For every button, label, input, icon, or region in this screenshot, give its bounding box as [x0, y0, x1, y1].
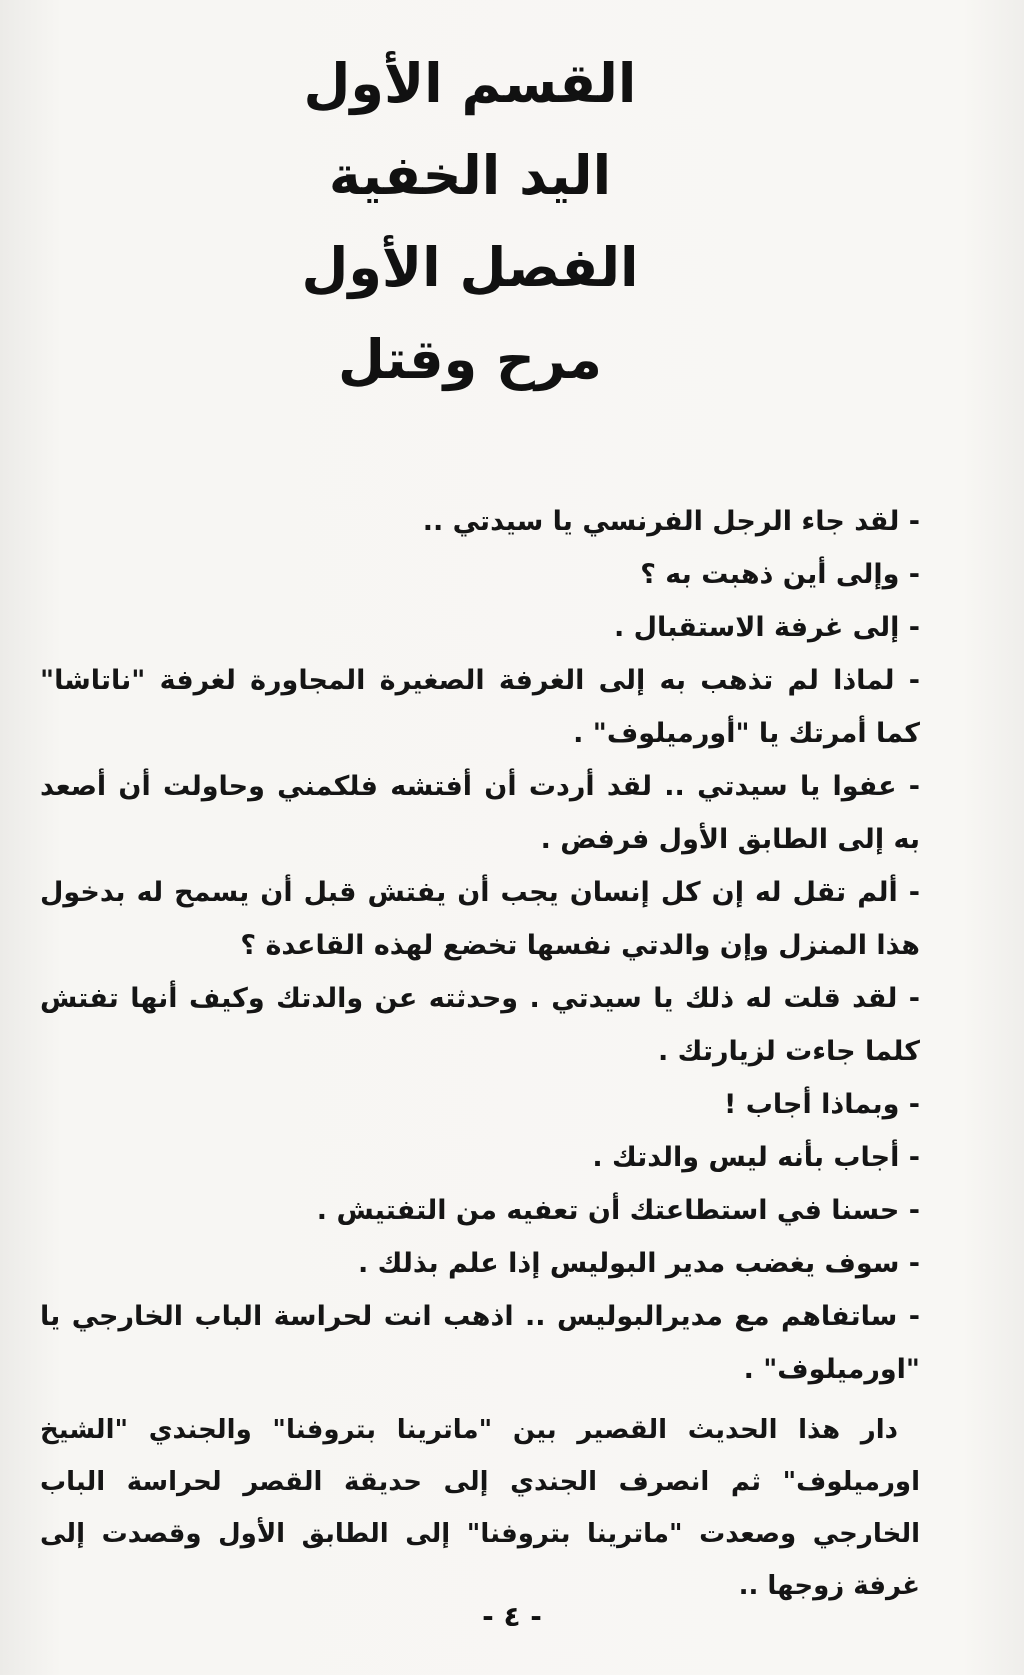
chapter-number-title: الفصل الأول [301, 236, 639, 299]
part-title: اليد الخفية [328, 144, 612, 207]
dialogue-line: - وإلى أين ذهبت به ؟ [640, 559, 920, 590]
chapter-title: مرح وقتل [338, 328, 602, 391]
dialogue-line: - لماذا لم تذهب به إلى الغرفة الصغيرة المجاورة لغرفة "ناتاشا" كما أمرتك يا "أورميلوف" . [40, 665, 920, 749]
dialogue-line: - وبماذا أجاب ! [724, 1089, 920, 1120]
dialogue-line: - ساتفاهم مع مديرالبوليس .. اذهب انت لحراسة الباب الخارجي يا "اورميلوف" . [40, 1301, 920, 1385]
dialogue-line: - سوف يغضب مدير البوليس إذا علم بذلك . [357, 1248, 920, 1279]
chapter-headings [0, 38, 940, 406]
narrative-paragraph: دار هذا الحديث القصير بين "ماترينا بتروفنا" والجندي "الشيخ اورميلوف" ثم انصرف الجندي إلى حديقة القصر لحراسة الباب الخارجي وصعدت "ماترينا بتروفنا" إلى الطابق الأول وقصدت إلى غرفة زوجها .. [40, 1415, 920, 1601]
section-title: القسم الأول [303, 52, 637, 115]
page-number: - ٤ - [482, 1600, 542, 1633]
dialogue-line: - إلى غرفة الاستقبال . [613, 612, 920, 643]
dialogue-line: - لقد قلت له ذلك يا سيدتي . وحدثته عن والدتك وكيف أنها تفتش كلما جاءت لزيارتك . [40, 983, 920, 1067]
dialogue-line: - عفوا يا سيدتي .. لقد أردت أن أفتشه فلكمني وحاولت أن أصعد به إلى الطابق الأول فرفض . [40, 771, 920, 855]
dialogue-line: - أجاب بأنه ليس والدتك . [592, 1142, 920, 1173]
body-text [40, 495, 920, 1612]
dialogue-line: - لقد جاء الرجل الفرنسي يا سيدتي .. [422, 506, 920, 537]
dialogue-line: - حسنا في استطاعتك أن تعفيه من التفتيش . [316, 1195, 920, 1226]
dialogue-line: - ألم تقل له إن كل إنسان يجب أن يفتش قبل أن يسمح له بدخول هذا المنزل وإن والدتي نفسها تخضع لهذه القاعدة ؟ [40, 877, 920, 961]
